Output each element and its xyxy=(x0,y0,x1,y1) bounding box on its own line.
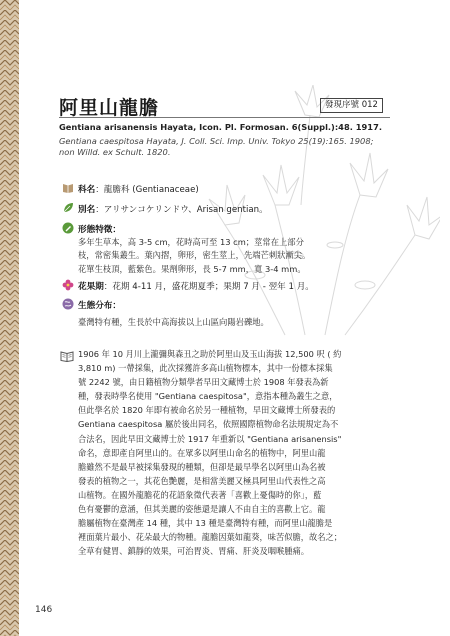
history-line: 膽雖然不是最早被採集發現的種類，但卻是最早學名以阿里山為名被 xyxy=(78,461,326,472)
history-line: 1906 年 10 月川上瀧彌與森丑之助於阿里山及玉山海拔 12,500 呎 ( 約 xyxy=(78,349,342,359)
nomenclature-block xyxy=(59,122,404,158)
history-line: 膽屬植物在臺灣產 14 種，其中 13 種是臺灣特有種，而阿里山龍膽是 xyxy=(78,518,333,529)
habitat-label: 生態分布： xyxy=(78,301,121,311)
title-divider xyxy=(59,117,390,118)
history-line: Gentiana caespitosa 屬於後出同名，依照國際植物命名法規規定為不 xyxy=(78,419,339,430)
morphology-line: 多年生草本，高 3-5 cm，花時高可至 13 cm；莖常在上部分 xyxy=(78,237,304,247)
history-line: 種，發表時學名使用 "Gentiana caespitosa"，意指本種為叢生之意， xyxy=(78,391,338,402)
history-line: 但此學名於 1820 年即有被命名於另一種植物，早田文藏博士所發表的 xyxy=(78,405,336,416)
synonym-text-2: non Willd. ex Schult. 1820. xyxy=(59,147,171,157)
phenology-row xyxy=(62,279,314,293)
family-value: ：龍膽科 (Gentianaceae) xyxy=(95,185,199,195)
open-book-icon xyxy=(60,350,74,362)
morphology-heading-row xyxy=(62,222,121,236)
history-line: 山植物。在國外龍膽花的花語象徵代表著「喜歡上憂傷時的你」，藍 xyxy=(78,489,322,500)
history-line: 裡面葉片最小、花朵最大的物種。龍膽因葉如龍葵，味苦似膽，故名之； xyxy=(78,532,342,543)
history-line: 號 2242 號，由日籍植物分類學者早田文藏博士於 1908 年發表為新 xyxy=(78,377,329,388)
book-icon xyxy=(62,182,74,194)
page-title: 阿里山龍膽 xyxy=(59,97,160,119)
globe-icon xyxy=(62,298,74,310)
morphology-text xyxy=(78,236,363,276)
alias-row xyxy=(62,202,268,216)
accepted-name-line xyxy=(59,122,404,133)
morphology-label: 形態特徵： xyxy=(78,225,121,235)
history-line: 合法名，因此早田文藏博士於 1917 年重新以 "Gentiana arisanensis" xyxy=(78,433,342,444)
history-line: 色有憂鬱的意涵，但其美麗的姿態還是讓人不由自主的喜歡上它。龍 xyxy=(78,504,326,515)
morphology-line: 枝，常密集叢生。葉內摺，卵形，密生莖上，先端芒刺狀漸尖。 xyxy=(78,250,311,261)
habitat-heading-row xyxy=(62,298,121,312)
alias-label: 別名 xyxy=(78,205,96,215)
history-line: 發表的植物之一，其花色艷麗，是相當美麗又極具阿里山代表性之高 xyxy=(78,475,326,486)
synonym-line xyxy=(59,136,404,158)
family-row xyxy=(62,182,199,196)
synonym-text-1: Gentiana caespitosa Hayata, J. Coll. Sci. Imp. Univ. Tokyo 25(19):165. 1908; xyxy=(59,136,374,146)
pencil-icon xyxy=(62,222,74,234)
history-paragraph xyxy=(78,347,398,558)
alias-value: ：アリサンコケリンドウ、Arisan gentian。 xyxy=(95,205,268,215)
history-line: 命名，意即產自阿里山的。在眾多以阿里山命名的植物中，阿里山龍 xyxy=(78,447,326,458)
history-line: 3,810 m) 一帶採集，此次採獲許多高山植物標本，其中一份標本採集 xyxy=(78,363,333,374)
decorative-left-band xyxy=(0,0,19,636)
leaf-icon xyxy=(62,202,74,214)
morphology-line: 花單生枝頂，藍紫色。果劑卵形，長 5-7 mm，寬 3-4 mm。 xyxy=(78,263,306,274)
phenology-label: 花果期 xyxy=(78,282,104,292)
discovery-number-tag: 發現序號 012 xyxy=(320,98,383,113)
history-line: 全草有健胃、鎮靜的效果，可治胃炎、胃痛、肝炎及咽喉腫痛。 xyxy=(78,546,309,557)
habitat-text: 臺灣特有種，生長於中高海拔以上山區向陽岩礫地。 xyxy=(78,317,269,327)
page-number: 146 xyxy=(35,605,53,615)
phenology-value: ：花期 4-11 月，盛花期夏季；果期 7 月 - 翌年 1 月。 xyxy=(103,282,314,292)
flower-icon xyxy=(62,279,74,291)
accepted-name-text: Gentiana arisanensis Hayata, Icon. Pl. Formosan. 6(Suppl.):48. 1917. xyxy=(59,122,382,132)
family-label: 科名 xyxy=(78,185,96,195)
